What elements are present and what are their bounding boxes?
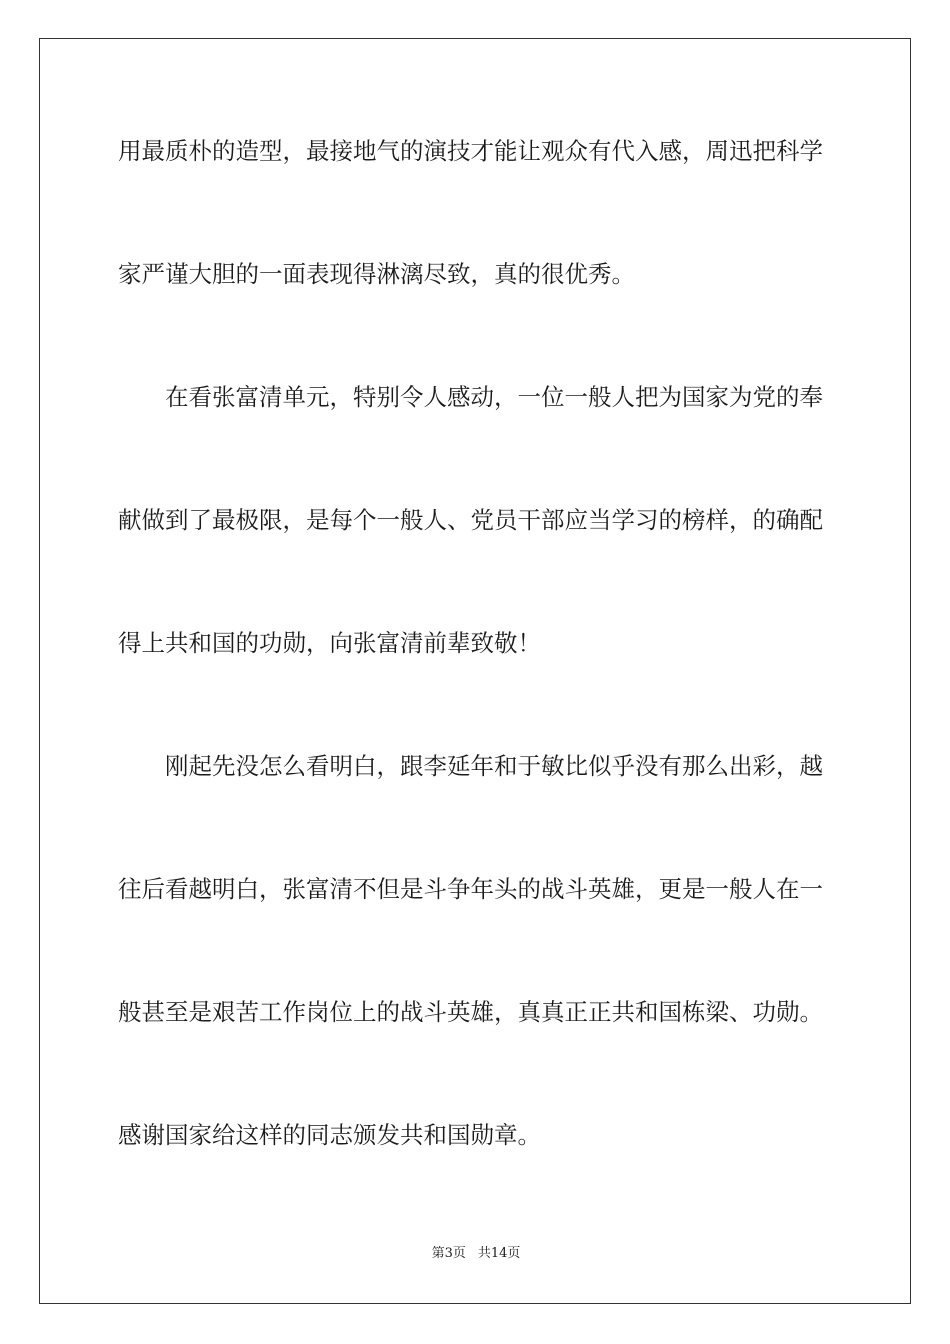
text-line-8: 般甚至是艰苦工作岗位上的战斗英雄，真真正正共和国栋梁、功勋。	[118, 998, 823, 1026]
text-line-6: 刚起先没怎么看明白，跟李延年和于敏比似乎没有那么出彩，越	[165, 752, 823, 780]
page-number: 第3页	[431, 1246, 466, 1261]
text-line-1: 用最质朴的造型，最接地气的演技才能让观众有代入感，周迅把科学	[118, 137, 823, 165]
page-frame	[39, 38, 911, 1304]
text-line-7: 往后看越明白，张富清不但是斗争年头的战斗英雄，更是一般人在一	[118, 875, 823, 903]
document-body	[118, 127, 838, 1234]
text-line-5: 得上共和国的功勋，向张富清前辈致敬！	[118, 629, 541, 657]
page-total: 共14页	[477, 1246, 521, 1261]
text-line-4: 献做到了最极限，是每个一般人、党员干部应当学习的榜样，的确配	[118, 506, 823, 534]
page-footer	[40, 1245, 912, 1263]
text-line-2: 家严谨大胆的一面表现得淋漓尽致，真的很优秀。	[118, 260, 635, 288]
text-line-9: 感谢国家给这样的同志颁发共和国勋章。	[118, 1121, 541, 1149]
text-line-3: 在看张富清单元，特别令人感动，一位一般人把为国家为党的奉	[165, 383, 823, 411]
